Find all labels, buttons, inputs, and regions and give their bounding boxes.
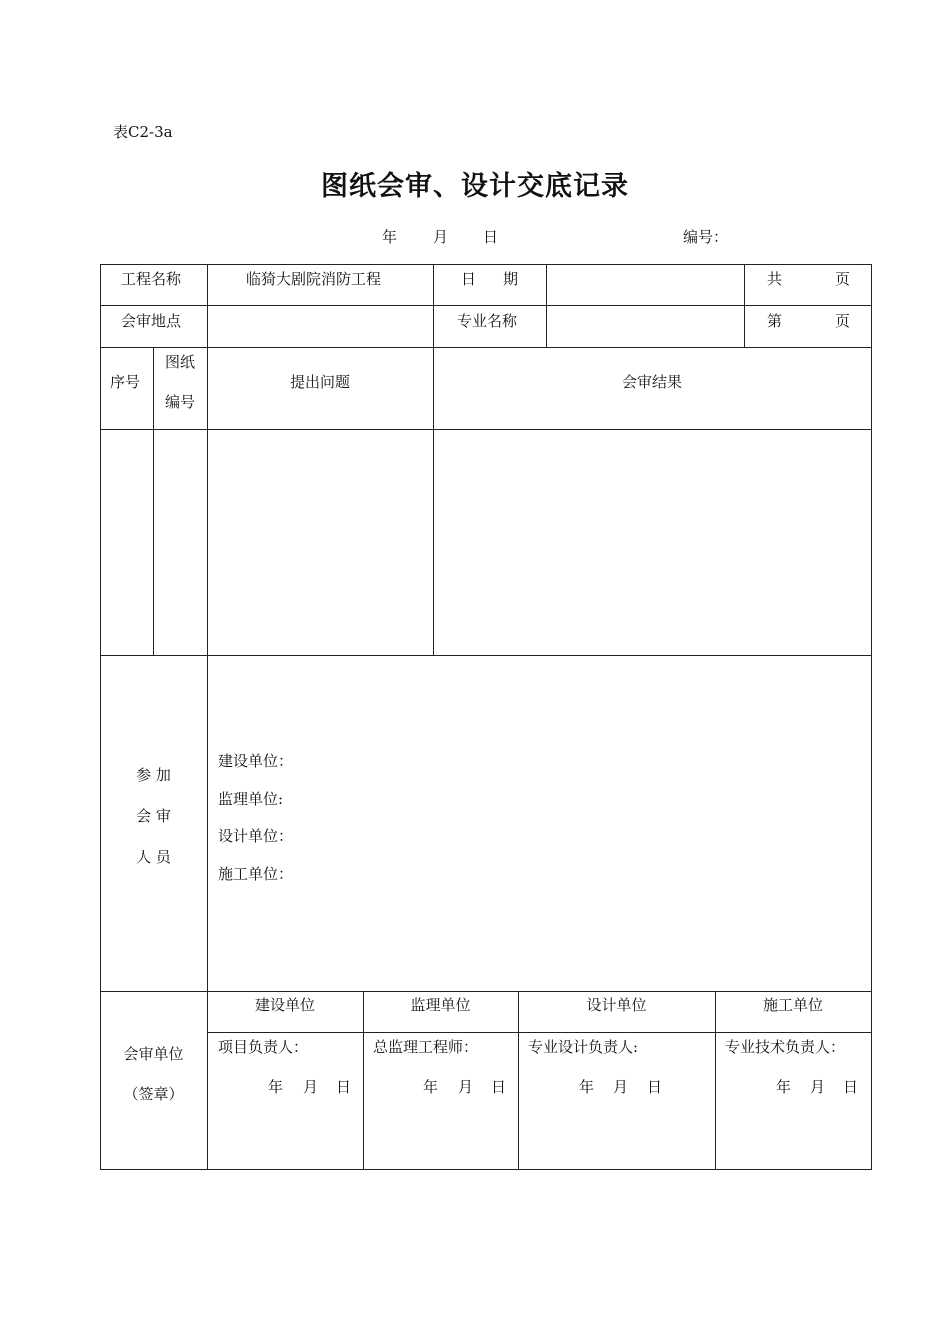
signoff-design-role: 专业设计负责人: [528,1038,639,1056]
signoff-owner-day: 日 [336,1078,352,1096]
page-no-label-1: 第 [767,312,783,330]
participant-design-unit: 设计单位： [218,827,294,845]
signoff-owner-role: 项目负责人： [218,1038,309,1056]
table-line [433,264,434,655]
issue-header: 提出问题 [289,373,350,391]
signoff-seal-label: （签章） [123,1085,184,1103]
signoff-supervisor-unit: 监理单位 [410,996,471,1014]
signoff-owner-unit: 建设单位 [254,996,315,1014]
total-pages-label-2: 页 [835,270,851,288]
table-line [744,264,745,347]
table-line [715,991,716,1170]
result-header: 会审结果 [621,373,682,391]
page-title: 图纸会审、设计交底记录 [321,171,629,202]
date-month-label: 月 [433,228,449,246]
date-day-label: 日 [483,228,499,246]
signoff-label: 会审单位 [123,1045,184,1063]
signoff-owner-year: 年 [268,1078,284,1096]
signoff-design-year: 年 [579,1078,595,1096]
number-label: 编号： [683,228,729,246]
specialty-label: 专业名称 [457,312,518,330]
table-line [100,347,872,348]
participant-owner-unit: 建设单位： [218,752,294,770]
participant-construction-unit: 施工单位： [218,865,294,883]
signoff-construction-day: 日 [843,1078,859,1096]
signoff-design-month: 月 [613,1078,629,1096]
signoff-construction-unit: 施工单位 [762,996,823,1014]
form-code: 表C2-3a [113,123,173,141]
project-name-value: 临猗大剧院消防工程 [246,270,382,288]
signoff-supervisor-month: 月 [458,1078,474,1096]
date-label-2: 期 [503,270,519,288]
page-no-label-2: 页 [835,312,851,330]
table-border-top [100,264,872,265]
location-label: 会审地点 [121,312,182,330]
participants-label-line-2: 会 审 [136,807,171,825]
table-border-right [871,264,872,1170]
table-line [100,655,872,656]
date-year-label: 年 [382,228,398,246]
table-line [207,1032,872,1033]
seq-header: 序号 [110,373,141,391]
signoff-construction-role: 专业技术负责人： [725,1038,846,1056]
drawing-no-header-2: 编号 [165,393,196,411]
signoff-construction-year: 年 [776,1078,792,1096]
table-line [546,264,547,347]
signoff-supervisor-role: 总监理工程师： [373,1038,479,1056]
total-pages-label-1: 共 [767,270,783,288]
participant-supervisor-unit: 监理单位: [218,790,284,808]
table-border-left [100,264,101,1170]
participants-label-line-3: 人 员 [136,848,171,866]
date-label-1: 日 [461,270,477,288]
project-name-label: 工程名称 [121,270,182,288]
table-line [207,264,208,655]
table-line [153,347,154,655]
table-line [100,429,872,430]
table-line [100,305,872,306]
signoff-construction-month: 月 [810,1078,826,1096]
table-line [518,991,519,1170]
signoff-supervisor-day: 日 [491,1078,507,1096]
signoff-supervisor-year: 年 [423,1078,439,1096]
table-border-bottom [100,1169,872,1170]
drawing-no-header-1: 图纸 [165,353,196,371]
participants-label-line-1: 参 加 [136,766,171,784]
table-line [100,991,872,992]
table-line [363,991,364,1170]
signoff-design-day: 日 [647,1078,663,1096]
signoff-owner-month: 月 [303,1078,319,1096]
signoff-design-unit: 设计单位 [586,996,647,1014]
table-line [207,655,208,1170]
